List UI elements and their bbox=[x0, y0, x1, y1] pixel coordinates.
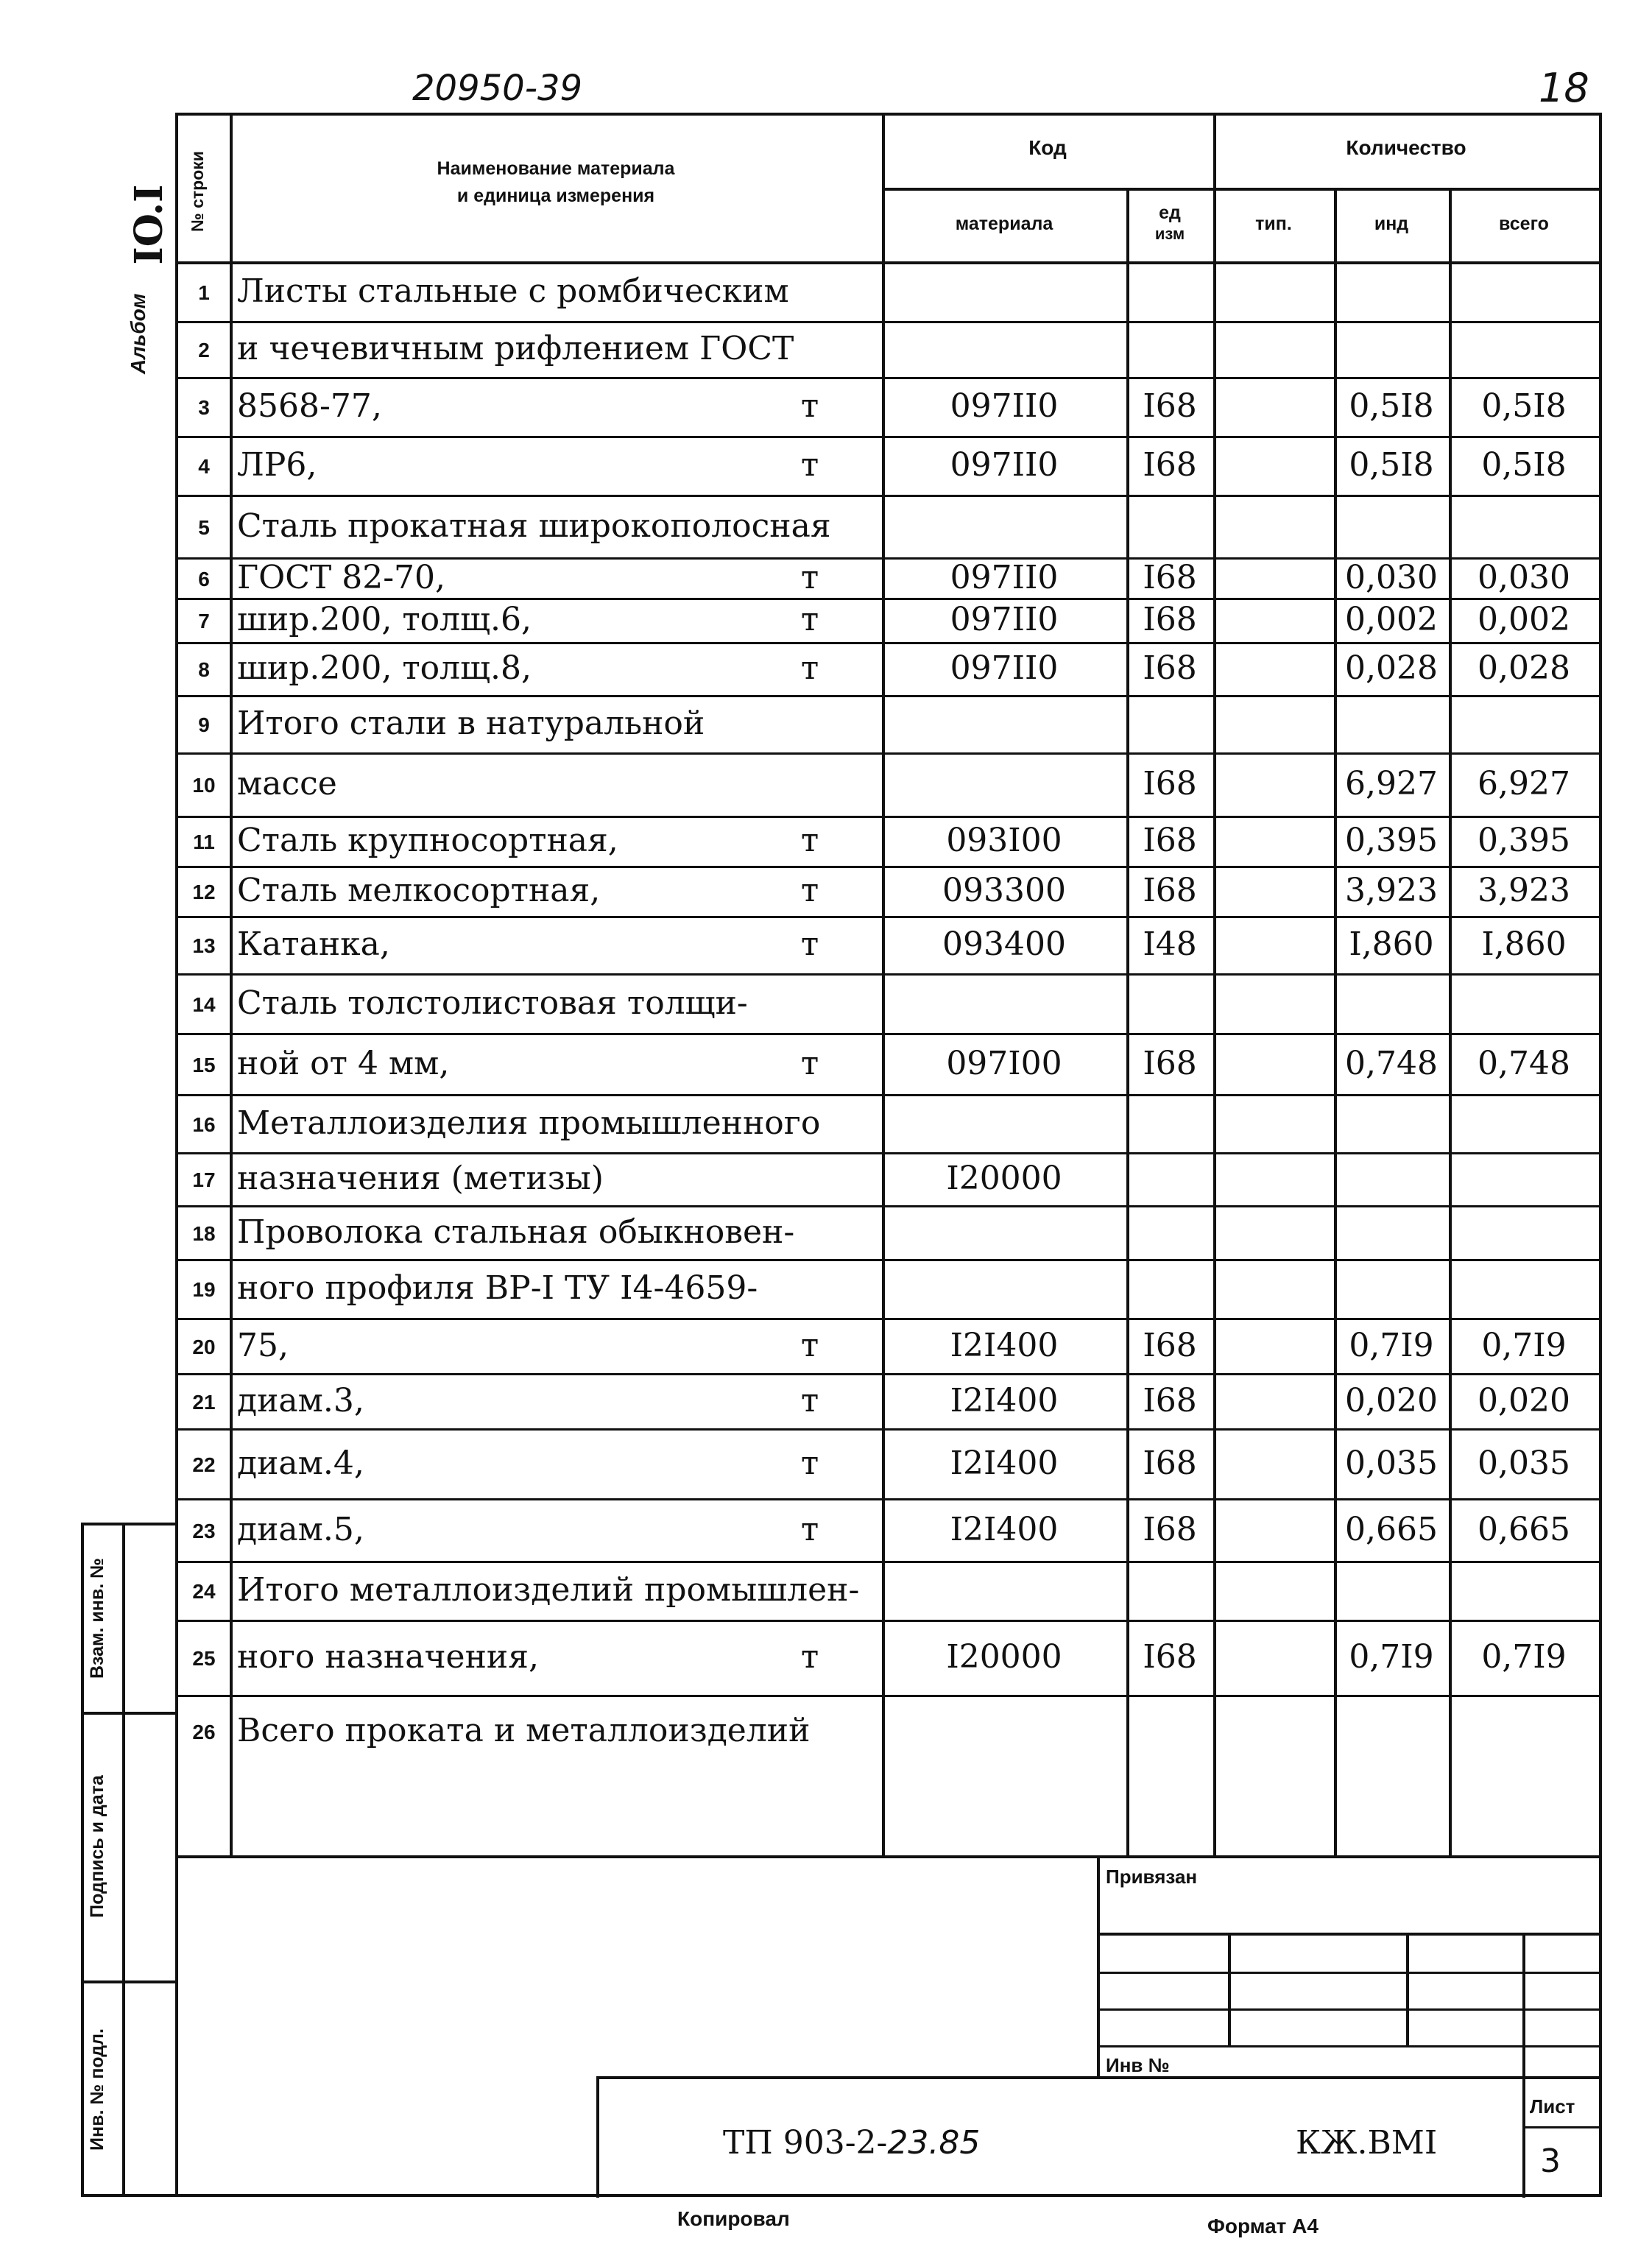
row-name: Сталь толстолистовая толщи- bbox=[237, 984, 748, 1022]
row-number: 16 bbox=[192, 1113, 216, 1136]
titleblock-col-c bbox=[1522, 1933, 1525, 2198]
row-code: 097I00 bbox=[946, 1045, 1062, 1082]
row-ind: 0,7I9 bbox=[1349, 1638, 1434, 1676]
side-stamp-bottom bbox=[81, 2194, 178, 2197]
row-name: назначения (метизы) bbox=[237, 1160, 604, 1197]
row-separator bbox=[175, 1695, 1599, 1697]
row-number: 15 bbox=[192, 1054, 216, 1076]
row-separator bbox=[175, 642, 1599, 644]
row-number: 13 bbox=[192, 934, 216, 957]
row-separator bbox=[175, 1498, 1599, 1500]
row-number: 12 bbox=[192, 881, 216, 903]
row-name: 75, bbox=[237, 1327, 289, 1364]
row-name: Сталь крупносортная, bbox=[237, 822, 618, 859]
row-name: ГОСТ 82-70, bbox=[237, 559, 446, 596]
row-separator bbox=[175, 1094, 1599, 1096]
row-separator bbox=[175, 866, 1599, 868]
col-divider-name bbox=[882, 113, 885, 1858]
row-code: 097II0 bbox=[950, 559, 1059, 596]
row-number: 24 bbox=[192, 1580, 216, 1603]
row-total: I,860 bbox=[1481, 925, 1567, 963]
row-number: 4 bbox=[198, 455, 210, 478]
col-divider-ind bbox=[1449, 188, 1452, 1858]
table-body-bottom bbox=[175, 1855, 1602, 1858]
header-bottom-line bbox=[175, 261, 1602, 264]
header-name-line2: и единица измерения bbox=[456, 186, 655, 206]
mark-text: КЖ.ВМI bbox=[1296, 2124, 1438, 2162]
side-stamp-mid bbox=[122, 1523, 125, 2196]
privyazan-label: Привязан bbox=[1106, 1866, 1198, 1888]
row-ind: 0,748 bbox=[1345, 1045, 1438, 1082]
row-separator bbox=[175, 752, 1599, 755]
row-separator bbox=[175, 1205, 1599, 1207]
row-number: 8 bbox=[198, 658, 210, 681]
row-ind: 0,7I9 bbox=[1349, 1327, 1434, 1364]
row-ind: 0,395 bbox=[1345, 822, 1438, 859]
header-code-unit-line2: изм bbox=[1154, 225, 1185, 243]
titleblock-line-2 bbox=[1097, 1972, 1602, 1974]
table-top-border bbox=[175, 113, 1602, 116]
header-row-number: № строки bbox=[188, 151, 207, 232]
row-number: 20 bbox=[192, 1336, 216, 1358]
footer-format: Формат А4 bbox=[1207, 2215, 1319, 2237]
row-code: 097II0 bbox=[950, 649, 1059, 687]
footer-copied: Копировал bbox=[677, 2207, 790, 2230]
document-number: 20950-39 bbox=[412, 68, 583, 109]
row-code: 097II0 bbox=[950, 601, 1059, 638]
row-code: I2I400 bbox=[950, 1511, 1059, 1548]
row-uom: I68 bbox=[1143, 1511, 1197, 1548]
row-number: 6 bbox=[198, 568, 210, 590]
side-stamp-left bbox=[81, 1523, 84, 2196]
row-code: 097II0 bbox=[950, 446, 1059, 484]
row-unit: т bbox=[800, 1638, 819, 1676]
row-total: 6,927 bbox=[1478, 765, 1570, 803]
row-total: 0,665 bbox=[1478, 1511, 1570, 1548]
side-stamp-inv-podl: Инв. № подл. bbox=[87, 2028, 107, 2151]
row-uom: I68 bbox=[1143, 822, 1197, 859]
row-unit: т bbox=[800, 649, 819, 687]
row-number: 17 bbox=[192, 1168, 216, 1191]
row-total: 0,748 bbox=[1478, 1045, 1570, 1082]
row-separator bbox=[175, 1318, 1599, 1320]
row-uom: I68 bbox=[1143, 446, 1197, 484]
row-total: 0,395 bbox=[1478, 822, 1570, 859]
row-name: диам.4, bbox=[237, 1445, 364, 1482]
header-qty-total: всего bbox=[1499, 214, 1549, 234]
row-total: 0,035 bbox=[1478, 1445, 1570, 1482]
row-ind: 0,030 bbox=[1345, 559, 1438, 596]
row-name: Катанка, bbox=[237, 925, 390, 963]
row-separator bbox=[175, 436, 1599, 438]
row-name: Металлоизделия промышленного bbox=[237, 1104, 821, 1142]
titleblock-left-upper bbox=[1097, 1855, 1100, 2076]
row-total: 0,020 bbox=[1478, 1382, 1570, 1419]
row-name: диам.3, bbox=[237, 1382, 364, 1419]
row-unit: т bbox=[800, 601, 819, 638]
row-uom: I68 bbox=[1143, 1638, 1197, 1676]
inv-no-label: Инв № bbox=[1106, 2054, 1170, 2076]
row-name: массе bbox=[237, 765, 337, 803]
col-divider-code bbox=[1126, 188, 1129, 1858]
row-ind: 0,002 bbox=[1345, 601, 1438, 638]
col-divider-unit bbox=[1213, 113, 1216, 1858]
row-number: 14 bbox=[192, 993, 216, 1016]
row-number: 2 bbox=[198, 339, 210, 361]
row-name: ной от 4 мм, bbox=[237, 1045, 450, 1082]
header-code-unit-line1: ед bbox=[1159, 202, 1181, 223]
designation-handwritten: 23.85 bbox=[887, 2124, 981, 2162]
row-code: 093300 bbox=[942, 872, 1066, 909]
row-separator bbox=[175, 1259, 1599, 1261]
row-ind: 0,028 bbox=[1345, 649, 1438, 687]
row-number: 10 bbox=[192, 774, 216, 797]
row-unit: т bbox=[800, 1327, 819, 1364]
row-number: 7 bbox=[198, 610, 210, 632]
row-uom: I68 bbox=[1143, 872, 1197, 909]
row-unit: т bbox=[800, 872, 819, 909]
row-ind: 0,665 bbox=[1345, 1511, 1438, 1548]
row-total: 0,030 bbox=[1478, 559, 1570, 596]
row-unit: т bbox=[800, 1511, 819, 1548]
row-number: 3 bbox=[198, 396, 210, 419]
titleblock-main-left bbox=[596, 2076, 599, 2198]
row-separator bbox=[175, 1561, 1599, 1563]
album-label: Альбом bbox=[127, 293, 149, 374]
sheet-value: 3 bbox=[1540, 2142, 1561, 2180]
header-mid-line bbox=[882, 188, 1602, 191]
row-uom: I68 bbox=[1143, 1382, 1197, 1419]
titleblock-line-4 bbox=[1097, 2045, 1602, 2047]
side-stamp-vzam: Взам. инв. № bbox=[87, 1557, 107, 1679]
row-uom: I68 bbox=[1143, 1045, 1197, 1082]
row-code: I20000 bbox=[946, 1638, 1062, 1676]
row-total: 0,002 bbox=[1478, 601, 1570, 638]
row-name: Сталь мелкосортная, bbox=[237, 872, 601, 909]
row-number: 11 bbox=[193, 830, 215, 853]
row-uom: I48 bbox=[1143, 925, 1197, 963]
row-name: диам.5, bbox=[237, 1511, 364, 1548]
side-stamp-divider-2 bbox=[81, 1980, 178, 1983]
row-name: Итого металлоизделий промышлен- bbox=[237, 1571, 860, 1609]
row-number: 22 bbox=[192, 1453, 216, 1476]
row-number: 5 bbox=[198, 516, 210, 539]
row-unit: т bbox=[800, 1445, 819, 1482]
row-code: I2I400 bbox=[950, 1445, 1059, 1482]
row-separator bbox=[175, 1428, 1599, 1431]
row-ind: 0,020 bbox=[1345, 1382, 1438, 1419]
row-number: 9 bbox=[198, 713, 210, 736]
titleblock-line-3 bbox=[1097, 2008, 1602, 2011]
row-uom: I68 bbox=[1143, 765, 1197, 803]
row-name: шир.200, толщ.8, bbox=[237, 649, 532, 687]
table-right-border bbox=[1599, 113, 1602, 2196]
row-separator bbox=[175, 973, 1599, 976]
row-code: I2I400 bbox=[950, 1327, 1059, 1364]
row-name: ного профиля ВР-I ТУ I4-4659- bbox=[237, 1269, 758, 1307]
row-total: 0,7I9 bbox=[1481, 1638, 1567, 1676]
header-quantity: Количество bbox=[1346, 136, 1466, 159]
row-separator bbox=[175, 495, 1599, 497]
page-number: 18 bbox=[1539, 65, 1589, 111]
designation-text bbox=[723, 2124, 980, 2162]
row-unit: т bbox=[800, 822, 819, 859]
row-code: 093400 bbox=[942, 925, 1066, 963]
col-divider-typ bbox=[1334, 188, 1337, 1858]
designation-code: ТП 903-2- bbox=[723, 2124, 888, 2162]
row-name: 8568-77, bbox=[237, 387, 382, 425]
row-ind: 3,923 bbox=[1345, 872, 1438, 909]
row-separator bbox=[175, 1620, 1599, 1622]
row-name: ного назначения, bbox=[237, 1638, 539, 1676]
row-ind: I,860 bbox=[1349, 925, 1434, 963]
row-ind: 0,035 bbox=[1345, 1445, 1438, 1482]
header-name-line1: Наименование материала bbox=[437, 158, 675, 179]
row-number: 26 bbox=[192, 1721, 216, 1743]
row-total: 0,028 bbox=[1478, 649, 1570, 687]
header-code-material: материала bbox=[955, 214, 1053, 234]
header-code: Код bbox=[1028, 136, 1067, 159]
row-total: 0,7I9 bbox=[1481, 1327, 1567, 1364]
titleblock-line-1 bbox=[1097, 1933, 1602, 1936]
row-code: 093I00 bbox=[946, 822, 1062, 859]
titleblock-main-top bbox=[596, 2076, 1602, 2079]
sheet-label-line bbox=[1522, 2126, 1602, 2128]
row-separator bbox=[175, 1033, 1599, 1035]
row-name: Проволока стальная обыкновен- bbox=[237, 1213, 795, 1251]
table-left-border bbox=[175, 113, 178, 2196]
row-uom: I68 bbox=[1143, 1445, 1197, 1482]
header-qty-typ: тип. bbox=[1255, 214, 1292, 234]
sheet-label: Лист bbox=[1530, 2095, 1575, 2117]
row-separator bbox=[175, 377, 1599, 379]
row-unit: т bbox=[800, 559, 819, 596]
row-number: 25 bbox=[192, 1647, 216, 1670]
row-uom: I68 bbox=[1143, 601, 1197, 638]
row-code: I2I400 bbox=[950, 1382, 1059, 1419]
row-name: ЛР6, bbox=[237, 446, 317, 484]
row-separator bbox=[175, 1373, 1599, 1375]
row-unit: т bbox=[800, 446, 819, 484]
row-separator bbox=[175, 816, 1599, 818]
row-number: 19 bbox=[192, 1278, 216, 1301]
row-separator bbox=[175, 598, 1599, 600]
row-uom: I68 bbox=[1143, 1327, 1197, 1364]
row-number: 23 bbox=[192, 1520, 216, 1542]
row-name: и чечевичным рифлением ГОСТ bbox=[237, 330, 794, 367]
row-code: 097II0 bbox=[950, 387, 1059, 425]
row-number: 21 bbox=[192, 1391, 216, 1414]
row-name: Листы стальные с ромбическим bbox=[237, 272, 789, 310]
side-stamp-top bbox=[81, 1523, 178, 1525]
row-uom: I68 bbox=[1143, 559, 1197, 596]
row-name: шир.200, толщ.6, bbox=[237, 601, 532, 638]
row-number: 1 bbox=[198, 281, 210, 304]
row-uom: I68 bbox=[1143, 387, 1197, 425]
row-unit: т bbox=[800, 1045, 819, 1082]
row-unit: т bbox=[800, 1382, 819, 1419]
row-ind: 0,5I8 bbox=[1349, 387, 1434, 425]
row-name: Всего проката и металлоизделий bbox=[237, 1712, 811, 1749]
header-qty-ind: инд bbox=[1374, 214, 1409, 234]
row-unit: т bbox=[800, 387, 819, 425]
row-ind: 6,927 bbox=[1345, 765, 1438, 803]
side-stamp-divider-1 bbox=[81, 1712, 178, 1715]
row-separator bbox=[175, 916, 1599, 918]
row-number: 18 bbox=[192, 1222, 216, 1245]
row-total: 0,5I8 bbox=[1481, 446, 1567, 484]
row-name: Сталь прокатная широкополосная bbox=[237, 507, 831, 545]
table-bottom-border bbox=[175, 2194, 1602, 2197]
row-unit: т bbox=[800, 925, 819, 963]
row-uom: I68 bbox=[1143, 649, 1197, 687]
row-separator bbox=[175, 695, 1599, 697]
row-ind: 0,5I8 bbox=[1349, 446, 1434, 484]
row-total: 0,5I8 bbox=[1481, 387, 1567, 425]
side-stamp-podpis: Подпись и дата bbox=[87, 1775, 107, 1918]
row-separator bbox=[175, 321, 1599, 323]
row-separator bbox=[175, 1152, 1599, 1154]
titleblock-col-b bbox=[1406, 1933, 1409, 2047]
row-total: 3,923 bbox=[1478, 872, 1570, 909]
titleblock-col-a bbox=[1228, 1933, 1231, 2047]
album-number: IO.I bbox=[127, 184, 172, 265]
row-name: Итого стали в натуральной bbox=[237, 705, 705, 742]
row-code: I20000 bbox=[946, 1160, 1062, 1197]
